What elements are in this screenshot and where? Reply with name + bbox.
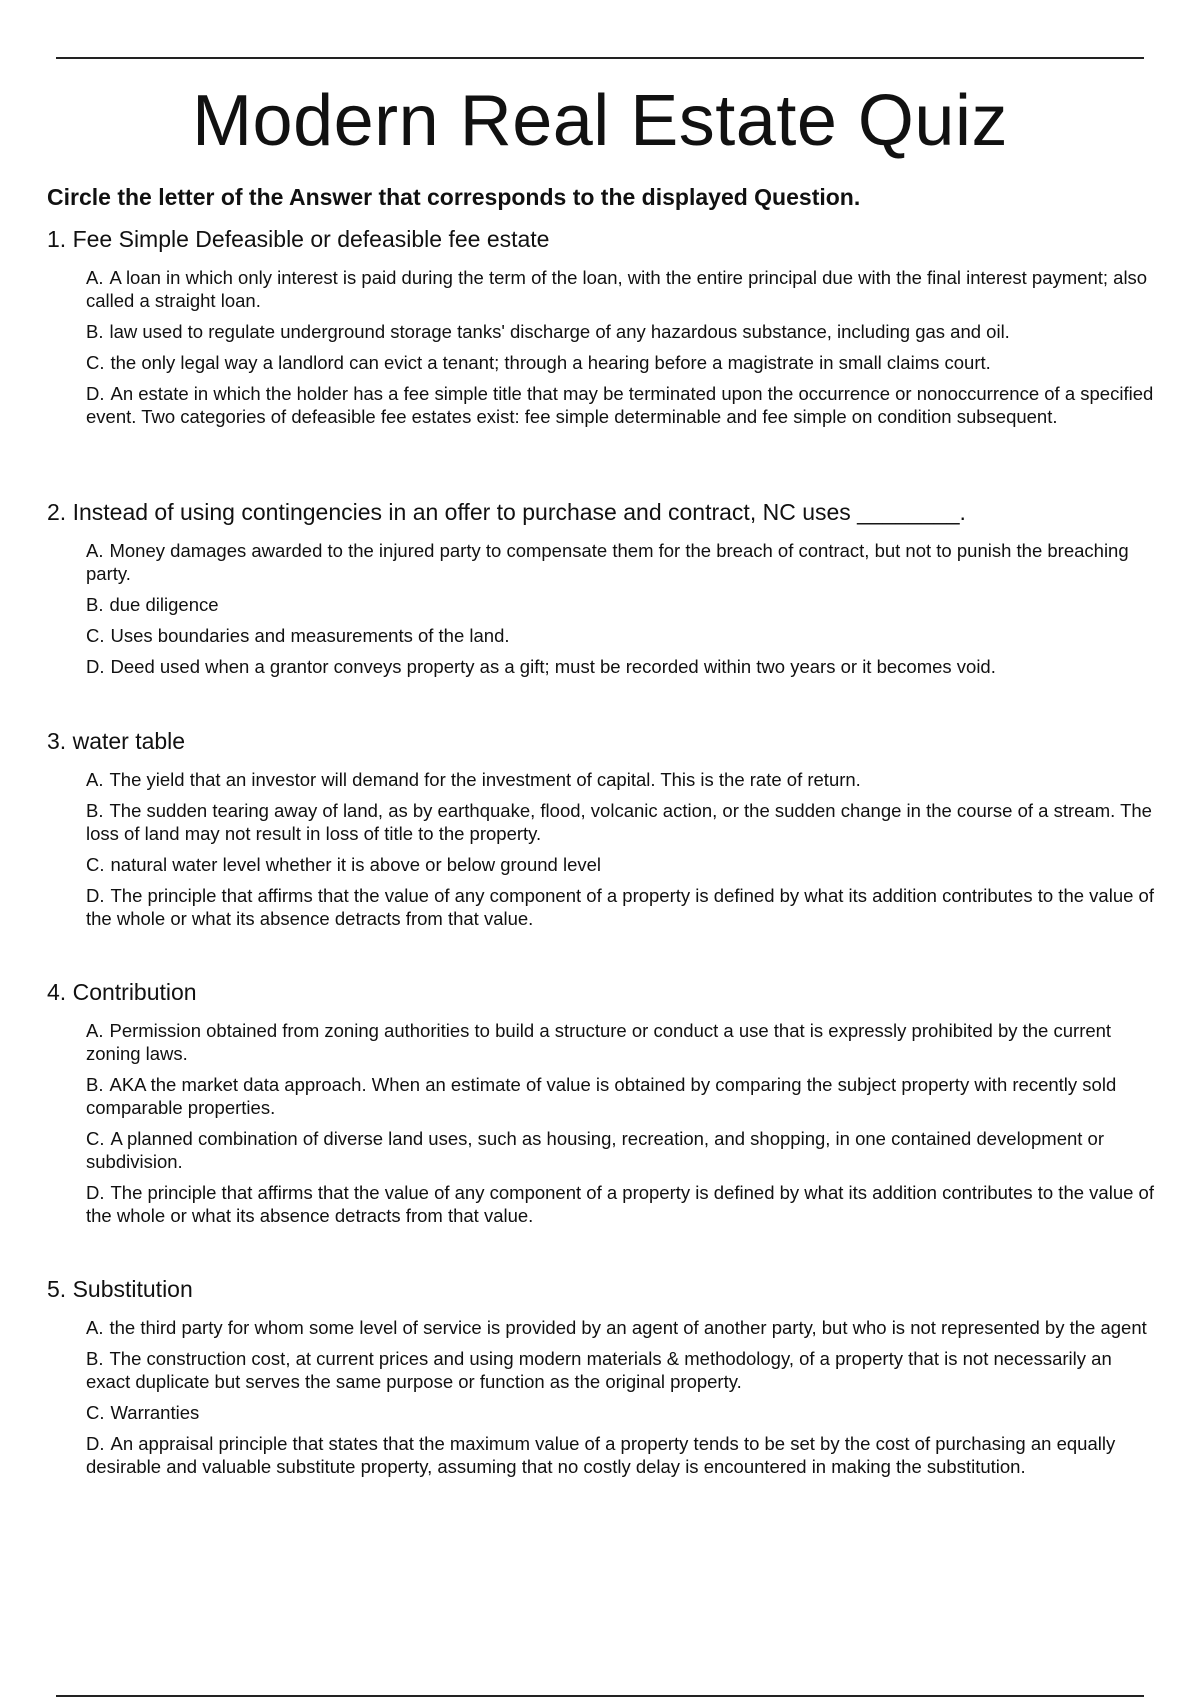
answer-text: Money damages awarded to the injured party to compensate them for the breach of contract, but not to punish the breaching party. xyxy=(86,540,1129,584)
answer-text: the third party for whom some level of service is provided by an agent of another party, but who is not represented by the agent xyxy=(109,1317,1147,1338)
answer-text: Uses boundaries and measurements of the land. xyxy=(110,625,510,646)
answer-letter: A. xyxy=(86,769,104,790)
answer-letter: D. xyxy=(86,656,105,677)
answer-letter: B. xyxy=(86,1074,104,1095)
answer-letter: C. xyxy=(86,1128,105,1149)
answer-text: An appraisal principle that states that the maximum value of a property tends to be set by the cost of purchasing an equally desirable and valuable substitute property, assuming that no costly delay is encountered in making the substitution. xyxy=(86,1433,1116,1477)
question-prompt: water table xyxy=(72,728,186,754)
answer-letter: B. xyxy=(86,800,104,821)
answer-text: A planned combination of diverse land uses, such as housing, recreation, and shopping, in one contained development or subdivision. xyxy=(86,1128,1104,1172)
answer-letter: D. xyxy=(86,885,105,906)
answer-option-a[interactable] xyxy=(86,539,1157,585)
answer-text: Warranties xyxy=(110,1402,200,1423)
answer-list xyxy=(47,539,1157,678)
answer-text: the only legal way a landlord can evict a tenant; through a hearing before a magistrate in small claims court. xyxy=(110,352,991,373)
answer-text: natural water level whether it is above or below ground level xyxy=(110,854,602,875)
answer-option-c[interactable] xyxy=(86,624,1157,647)
answer-option-c[interactable] xyxy=(86,1127,1157,1173)
bottom-divider xyxy=(56,1695,1144,1697)
answer-text: The sudden tearing away of land, as by earthquake, flood, volcanic action, or the sudden change in the course of a stream. The loss of land may not result in loss of title to the property. xyxy=(86,800,1152,844)
answer-option-d[interactable] xyxy=(86,655,1157,678)
answer-text: A loan in which only interest is paid during the term of the loan, with the entire principal due with the final interest payment; also called a straight loan. xyxy=(86,267,1148,311)
answer-option-b[interactable] xyxy=(86,799,1157,845)
answer-text: The yield that an investor will demand for the investment of capital. This is the rate of return. xyxy=(109,769,861,790)
answer-option-a[interactable] xyxy=(86,1019,1157,1065)
question-text xyxy=(47,498,1157,526)
answer-text: The construction cost, at current prices and using modern materials & methodology, of a property that is not necessarily an exact duplicate but serves the same purpose or function as the original property. xyxy=(86,1348,1112,1392)
question-1 xyxy=(47,225,1157,436)
question-text xyxy=(47,978,1157,1006)
question-prompt: Instead of using contingencies in an offer to purchase and contract, NC uses ________. xyxy=(72,499,966,525)
answer-option-a[interactable] xyxy=(86,768,1157,791)
answer-letter: A. xyxy=(86,1020,104,1041)
question-text xyxy=(47,727,1157,755)
answer-option-a[interactable] xyxy=(86,266,1157,312)
answer-list xyxy=(47,1316,1157,1478)
answer-letter: C. xyxy=(86,352,105,373)
question-text xyxy=(47,225,1157,253)
answer-text: Permission obtained from zoning authorities to build a structure or conduct a use that is expressly prohibited by the current zoning laws. xyxy=(86,1020,1112,1064)
answer-list xyxy=(47,266,1157,428)
question-number: 3. xyxy=(47,728,67,754)
answer-list xyxy=(47,1019,1157,1227)
answer-option-c[interactable] xyxy=(86,1401,1157,1424)
answer-option-b[interactable] xyxy=(86,593,1157,616)
answer-option-a[interactable] xyxy=(86,1316,1157,1339)
answer-text: AKA the market data approach. When an estimate of value is obtained by comparing the subject property with recently sold comparable properties. xyxy=(86,1074,1117,1118)
answer-text: The principle that affirms that the value of any component of a property is defined by what its addition contributes to the value of the whole or what its absence detracts from that value. xyxy=(86,885,1154,929)
question-2 xyxy=(47,498,1157,686)
question-5 xyxy=(47,1275,1157,1486)
question-text xyxy=(47,1275,1157,1303)
answer-letter: A. xyxy=(86,267,104,288)
answer-option-b[interactable] xyxy=(86,1347,1157,1393)
question-prompt: Contribution xyxy=(72,979,197,1005)
answer-text: An estate in which the holder has a fee simple title that may be terminated upon the occurrence or nonoccurrence of a specified event. Two categories of defeasible fee estates exist: fee simple determinable and fee simple on condition subsequent. xyxy=(86,383,1154,427)
question-prompt: Substitution xyxy=(72,1276,193,1302)
answer-letter: D. xyxy=(86,1433,105,1454)
question-3 xyxy=(47,727,1157,938)
answer-letter: C. xyxy=(86,854,105,875)
answer-letter: B. xyxy=(86,1348,104,1369)
answer-letter: A. xyxy=(86,540,104,561)
top-divider xyxy=(56,57,1144,59)
answer-text: Deed used when a grantor conveys property as a gift; must be recorded within two years or it becomes void. xyxy=(110,656,996,677)
answer-option-d[interactable] xyxy=(86,1432,1157,1478)
answer-text: law used to regulate underground storage tanks' discharge of any hazardous substance, including gas and oil. xyxy=(109,321,1010,342)
answer-option-c[interactable] xyxy=(86,853,1157,876)
question-number: 2. xyxy=(47,499,67,525)
instructions: Circle the letter of the Answer that corresponds to the displayed Question. xyxy=(47,184,861,210)
answer-letter: A. xyxy=(86,1317,104,1338)
answer-option-c[interactable] xyxy=(86,351,1157,374)
answer-letter: C. xyxy=(86,625,105,646)
answer-text: due diligence xyxy=(109,594,219,615)
answer-letter: C. xyxy=(86,1402,105,1423)
answer-text: The principle that affirms that the value of any component of a property is defined by what its addition contributes to the value of the whole or what its absence detracts from that value. xyxy=(86,1182,1154,1226)
question-number: 1. xyxy=(47,226,67,252)
answer-letter: D. xyxy=(86,1182,105,1203)
answer-option-d[interactable] xyxy=(86,1181,1157,1227)
answer-option-d[interactable] xyxy=(86,884,1157,930)
answer-option-b[interactable] xyxy=(86,1073,1157,1119)
answer-list xyxy=(47,768,1157,930)
page-title: Modern Real Estate Quiz xyxy=(192,81,1008,161)
answer-letter: B. xyxy=(86,321,104,342)
answer-letter: D. xyxy=(86,383,105,404)
answer-letter: B. xyxy=(86,594,104,615)
question-prompt: Fee Simple Defeasible or defeasible fee estate xyxy=(72,226,550,252)
answer-option-b[interactable] xyxy=(86,320,1157,343)
question-number: 5. xyxy=(47,1276,67,1302)
question-number: 4. xyxy=(47,979,67,1005)
answer-option-d[interactable] xyxy=(86,382,1157,428)
question-4 xyxy=(47,978,1157,1235)
